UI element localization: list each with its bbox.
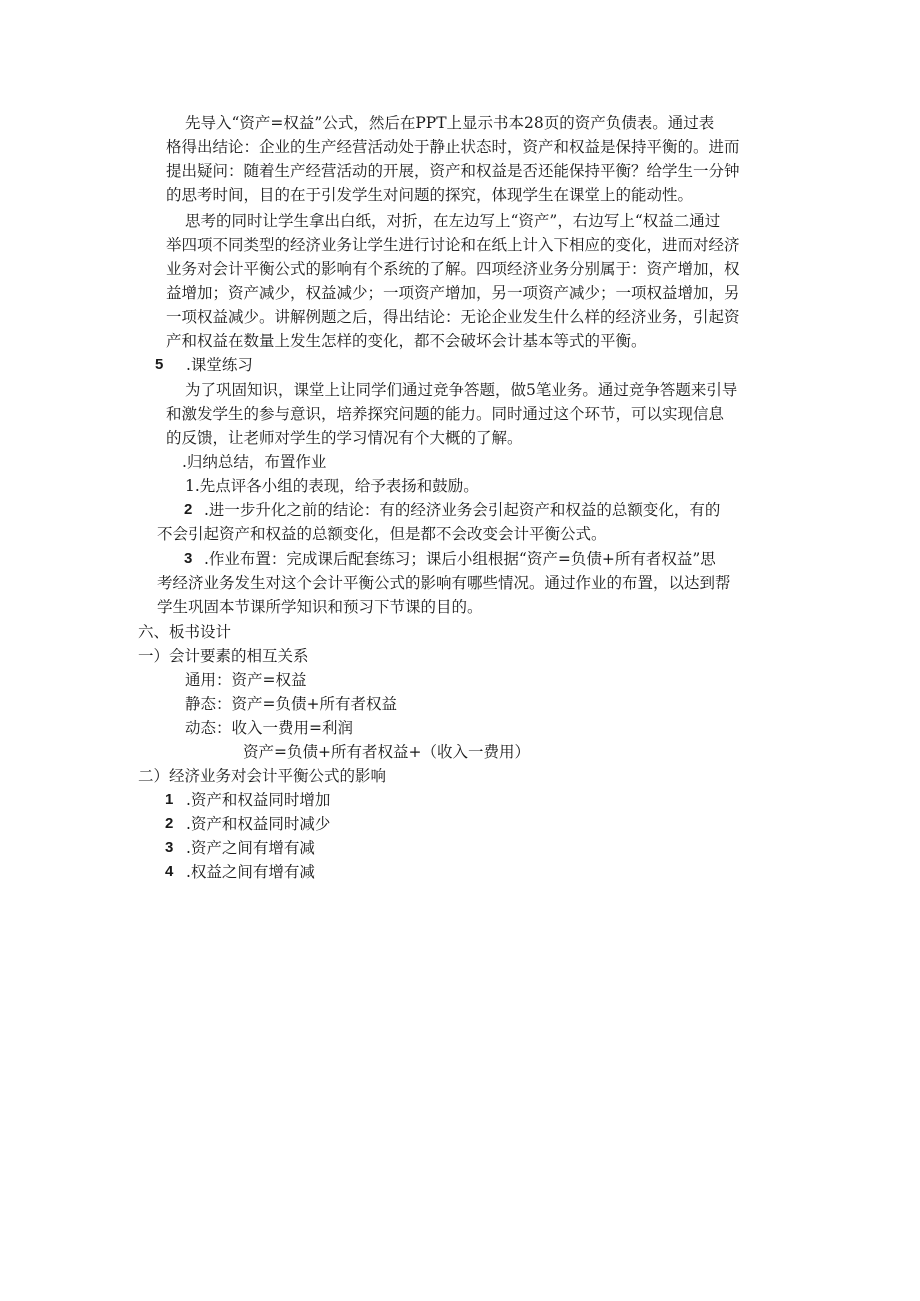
text-line: 先导入“资产=权益”公式，然后在PPT上显示书本28页的资产负债表。通过表 [185,114,715,132]
list-item: .资产和权益同时增加 [186,791,331,809]
list-item-number: 3 [165,839,174,856]
summary-item-1: 1.先点评各小组的表现，给予表扬和鼓励。 [185,477,479,495]
text-line: 提出疑问：随着生产经营活动的开展，资产和权益是否还能保持平衡？给学生一分钟 [166,162,740,180]
board-formula: 资产=负债+所有者权益+（收入一费用） [243,743,530,761]
board-line: 动态：收入一费用=利润 [185,719,353,737]
board-part-heading: 二）经济业务对会计平衡公式的影响 [138,767,387,785]
list-item: .资产之间有增有减 [186,839,315,857]
text-line: 的反馈，让老师对学生的学习情况有个大概的了解。 [166,429,523,447]
text-line: .进一步升化之前的结论：有的经济业务会引起资产和权益的总额变化，有的 [204,501,721,519]
board-line: 通用：资产=权益 [185,671,307,689]
board-line: 静态：资产=负债+所有者权益 [185,695,397,713]
section-heading-summary: .归纳总结，布置作业 [182,453,327,471]
text-line: 学生巩固本节课所学知识和预习下节课的目的。 [157,598,483,616]
list-item-number: 4 [165,863,174,880]
text-line: 为了巩固知识，课堂上让同学们通过竞争答题，做5笔业务。通过竞争答题来引导 [185,381,738,399]
board-part-heading: 一）会计要素的相互关系 [138,647,309,665]
text-line: 的思考时间，目的在于引发学生对问题的探究，体现学生在课堂上的能动性。 [166,186,694,204]
text-line: 不会引起资产和权益的总额变化，但是都不会改变会计平衡公式。 [157,525,607,543]
text-line: .作业布置：完成课后配套练习；课后小组根据“资产=负债+所有者权益”思 [204,550,716,568]
section-number: 5 [155,356,164,373]
list-item: .资产和权益同时减少 [186,815,331,833]
text-line: 益增加；资产减少，权益减少；一项资产增加，另一项资产减少；一项权益增加，另 [166,284,740,302]
list-item-number: 1 [165,791,174,808]
text-line: 产和权益在数量上发生怎样的变化，都不会破坏会计基本等式的平衡。 [166,332,647,350]
text-line: 业务对会计平衡公式的影响有个系统的了解。四项经济业务分别属于：资产增加，权 [166,260,740,278]
text-line: 举四项不同类型的经济业务让学生进行讨论和在纸上计入下相应的变化，进而对经济 [166,236,740,254]
text-line: 一项权益减少。讲解例题之后，得出结论：无论企业发生什么样的经济业务，引起资 [166,308,740,326]
text-line: 思考的同时让学生拿出白纸，对折，在左边写上“资产”，右边写上“权益二通过 [185,212,721,230]
item-number: 2 [184,501,193,518]
item-number: 3 [184,550,193,567]
text-line: 考经济业务发生对这个会计平衡公式的影响有哪些情况。通过作业的布置，以达到帮 [157,574,731,592]
section-title: .课堂练习 [186,356,253,374]
text-line: 和激发学生的参与意识，培养探究问题的能力。同时通过这个环节，可以实现信息 [166,405,725,423]
list-item-number: 2 [165,815,174,832]
text-line: 格得出结论：企业的生产经营活动处于静止状态时，资产和权益是保持平衡的。进而 [166,138,740,156]
list-item: .权益之间有增有减 [186,863,315,881]
board-heading: 六、板书设计 [138,623,232,641]
